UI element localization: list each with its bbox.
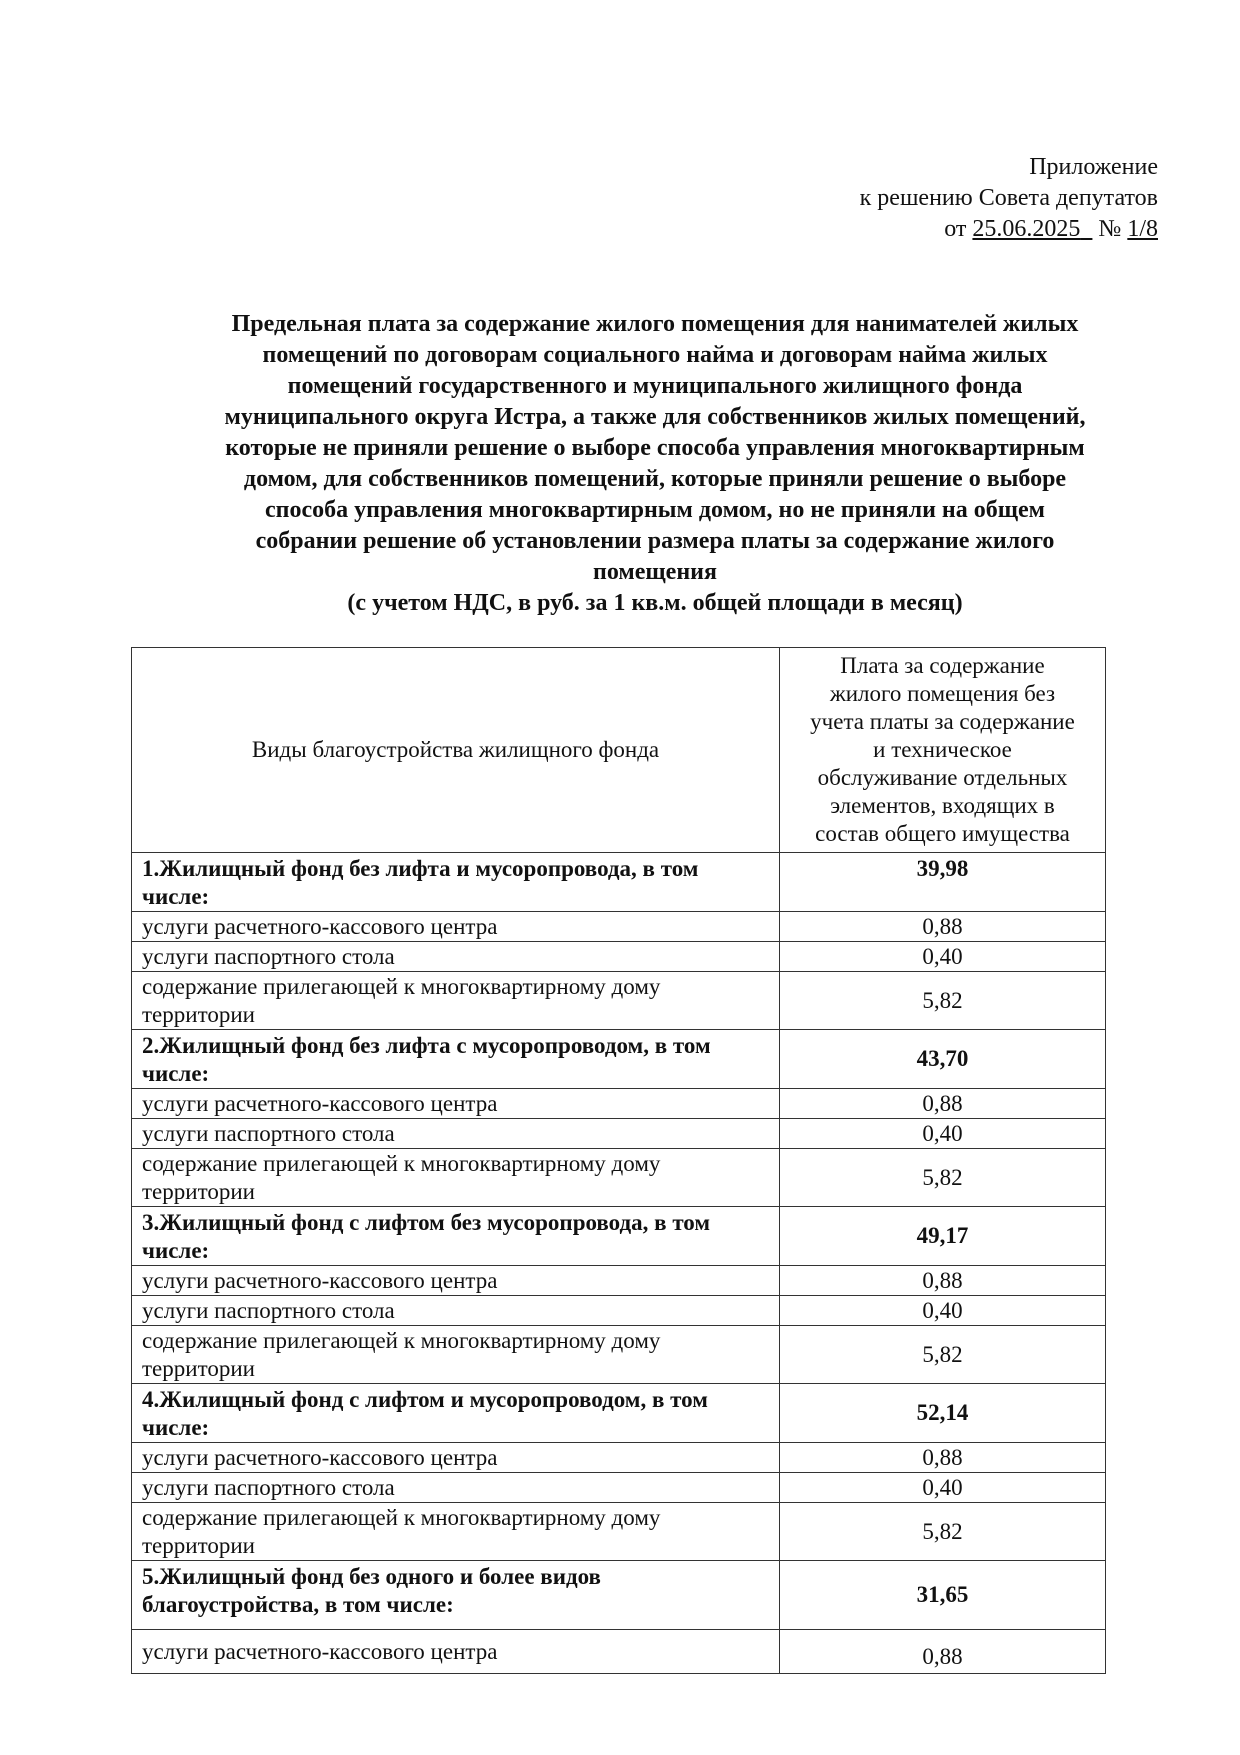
category-row	[132, 1030, 1106, 1089]
service-row	[132, 1089, 1106, 1119]
title-line: собрании решение об установлении размера платы за содержание жилого	[255, 528, 1055, 554]
category-name: 1.Жилищный фонд без лифта и мусоропровода, в том числе:	[132, 853, 780, 912]
document-title	[160, 309, 1150, 619]
service-row	[132, 1266, 1106, 1296]
service-value: 0,88	[780, 912, 1106, 942]
service-label: услуги расчетного-кассового центра	[132, 912, 780, 942]
appendix-title: Приложение	[1029, 154, 1158, 180]
service-label: услуги паспортного стола	[132, 1296, 780, 1326]
service-row	[132, 1326, 1106, 1384]
category-value: 52,14	[780, 1384, 1106, 1443]
service-row	[132, 1119, 1106, 1149]
service-value: 5,82	[780, 1149, 1106, 1207]
category-name: 2.Жилищный фонд без лифта с мусоропроводом, в том числе:	[132, 1030, 780, 1089]
service-value: 5,82	[780, 1326, 1106, 1384]
category-row	[132, 1384, 1106, 1443]
service-value: 0,40	[780, 1473, 1106, 1503]
title-line: Предельная плата за содержание жилого помещения для нанимателей жилых	[231, 311, 1079, 337]
appendix-decision: к решению Совета депутатов	[859, 185, 1158, 211]
service-value: 0,88	[780, 1630, 1106, 1674]
title-units-line: (с учетом НДС, в руб. за 1 кв.м. общей площади в месяц)	[347, 590, 963, 616]
title-line: помещения	[593, 559, 717, 585]
service-label: услуги паспортного стола	[132, 942, 780, 972]
category-value: 43,70	[780, 1030, 1106, 1089]
header-fee: Плата за содержание жилого помещения без учета платы за содержание и техническое обслуживание отдельных элементов, входящих в состав общего имущества	[780, 648, 1106, 853]
category-name: 3.Жилищный фонд с лифтом без мусоропровода, в том числе:	[132, 1207, 780, 1266]
title-line: помещений государственного и муниципального жилищного фонда	[287, 373, 1023, 399]
service-row	[132, 1149, 1106, 1207]
service-row	[132, 1296, 1106, 1326]
date-prefix: от	[944, 216, 967, 242]
service-label: услуги расчетного-кассового центра	[132, 1089, 780, 1119]
service-row	[132, 942, 1106, 972]
service-value: 5,82	[780, 972, 1106, 1030]
service-value: 0,40	[780, 942, 1106, 972]
service-label: услуги расчетного-кассового центра	[132, 1630, 780, 1674]
header-housing-types: Виды благоустройства жилищного фонда	[132, 648, 780, 853]
service-label: содержание прилегающей к многоквартирному дому территории	[132, 1326, 780, 1384]
title-line: которые не приняли решение о выборе способа управления многоквартирным	[225, 435, 1085, 461]
title-line: домом, для собственников помещений, которые приняли решение о выборе	[243, 466, 1067, 492]
title-line: помещений по договорам социального найма и договорам найма жилых	[262, 342, 1048, 368]
category-name: 5.Жилищный фонд без одного и более видов благоустройства, в том числе:	[132, 1561, 780, 1630]
service-row	[132, 1503, 1106, 1561]
service-value: 0,88	[780, 1266, 1106, 1296]
service-label: содержание прилегающей к многоквартирному дому территории	[132, 1149, 780, 1207]
category-value: 49,17	[780, 1207, 1106, 1266]
category-row	[132, 1207, 1106, 1266]
appendix-block	[860, 152, 1158, 245]
service-row	[132, 1630, 1106, 1674]
service-label: услуги паспортного стола	[132, 1119, 780, 1149]
title-line: муниципального округа Истра, а также для собственников жилых помещений,	[224, 404, 1086, 430]
service-label: содержание прилегающей к многоквартирному дому территории	[132, 972, 780, 1030]
appendix-date-line	[860, 214, 1158, 245]
fees-table	[131, 647, 1106, 1674]
number-prefix: №	[1098, 216, 1122, 242]
service-value: 5,82	[780, 1503, 1106, 1561]
category-value: 31,65	[780, 1561, 1106, 1630]
category-value: 39,98	[780, 853, 1106, 912]
service-row	[132, 1473, 1106, 1503]
service-label: услуги расчетного-кассового центра	[132, 1266, 780, 1296]
service-label: содержание прилегающей к многоквартирному дому территории	[132, 1503, 780, 1561]
title-line: способа управления многоквартирным домом, но не приняли на общем	[265, 497, 1045, 523]
category-row	[132, 1561, 1106, 1630]
table-header-row	[132, 648, 1106, 853]
category-name: 4.Жилищный фонд с лифтом и мусоропроводом, в том числе:	[132, 1384, 780, 1443]
decision-number: 1/8	[1127, 216, 1158, 242]
service-value: 0,88	[780, 1089, 1106, 1119]
service-row	[132, 972, 1106, 1030]
service-row	[132, 1443, 1106, 1473]
service-label: услуги паспортного стола	[132, 1473, 780, 1503]
service-value: 0,88	[780, 1443, 1106, 1473]
service-value: 0,40	[780, 1296, 1106, 1326]
category-row	[132, 853, 1106, 912]
service-label: услуги расчетного-кассового центра	[132, 1443, 780, 1473]
service-row	[132, 912, 1106, 942]
decision-date: 25.06.2025	[972, 216, 1081, 242]
service-value: 0,40	[780, 1119, 1106, 1149]
